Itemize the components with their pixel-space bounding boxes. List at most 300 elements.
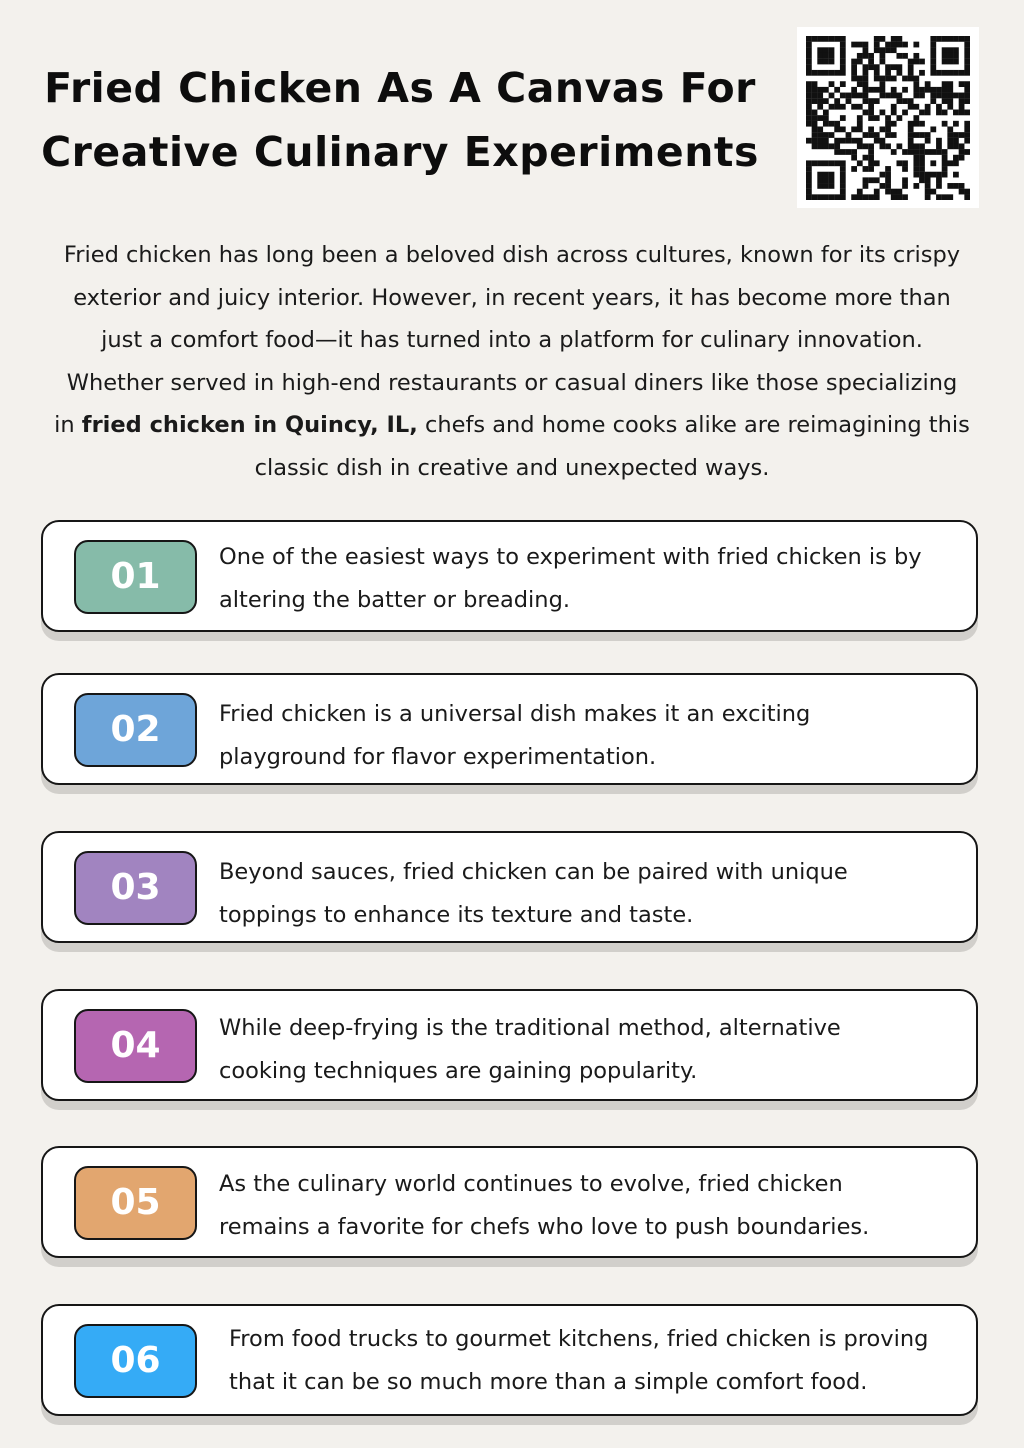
qr-module xyxy=(868,104,874,110)
qr-module xyxy=(885,143,891,149)
qr-module xyxy=(817,177,823,183)
qr-module xyxy=(806,110,812,116)
qr-module xyxy=(880,81,886,87)
qr-module xyxy=(851,76,857,82)
qr-module xyxy=(919,121,925,127)
qr-module xyxy=(891,64,897,70)
qr-module xyxy=(880,87,886,93)
qr-module xyxy=(851,64,857,70)
qr-module xyxy=(880,143,886,149)
qr-module xyxy=(913,42,919,48)
qr-module xyxy=(891,87,897,93)
qr-module xyxy=(896,115,902,121)
qr-module xyxy=(834,104,840,110)
qr-module xyxy=(834,194,840,200)
qr-module xyxy=(942,166,948,172)
qr-module xyxy=(964,36,970,42)
qr-module xyxy=(851,42,857,48)
tip-text xyxy=(219,1163,979,1248)
qr-module xyxy=(817,70,823,76)
qr-module xyxy=(874,194,880,200)
qr-module xyxy=(930,126,936,132)
qr-module xyxy=(913,104,919,110)
qr-module xyxy=(925,132,931,138)
qr-module xyxy=(840,42,846,48)
qr-module xyxy=(896,42,902,48)
qr-module xyxy=(936,70,942,76)
qr-module xyxy=(806,70,812,76)
qr-module xyxy=(953,121,959,127)
qr-module xyxy=(947,87,953,93)
qr-module xyxy=(857,104,863,110)
qr-module xyxy=(812,160,818,166)
qr-module xyxy=(953,110,959,116)
qr-module xyxy=(817,93,823,99)
intro-paragraph xyxy=(20,234,1004,490)
qr-module xyxy=(857,126,863,132)
qr-module xyxy=(964,121,970,127)
qr-module xyxy=(823,121,829,127)
qr-module xyxy=(959,149,965,155)
qr-module xyxy=(840,126,846,132)
qr-module xyxy=(919,93,925,99)
qr-module xyxy=(913,121,919,127)
qr-module xyxy=(806,87,812,93)
qr-module xyxy=(964,98,970,104)
qr-module xyxy=(863,70,869,76)
qr-module xyxy=(880,126,886,132)
qr-module xyxy=(953,143,959,149)
qr-module xyxy=(919,87,925,93)
qr-module xyxy=(936,177,942,183)
qr-module xyxy=(829,47,835,53)
tip-text xyxy=(219,693,979,778)
qr-module xyxy=(857,194,863,200)
qr-module xyxy=(806,172,812,178)
qr-module xyxy=(919,59,925,65)
qr-module xyxy=(840,183,846,189)
qr-module xyxy=(851,104,857,110)
qr-module xyxy=(942,81,948,87)
qr-module xyxy=(817,87,823,93)
qr-module xyxy=(959,189,965,195)
qr-module xyxy=(863,110,869,116)
qr-module xyxy=(851,155,857,161)
qr-module xyxy=(874,76,880,82)
qr-module xyxy=(874,87,880,93)
qr-module xyxy=(817,194,823,200)
qr-module xyxy=(902,177,908,183)
qr-module xyxy=(868,64,874,70)
qr-module xyxy=(908,132,914,138)
qr-module xyxy=(806,189,812,195)
qr-module xyxy=(823,194,829,200)
qr-module xyxy=(942,53,948,59)
tip-number-badge: 03 xyxy=(74,851,197,925)
qr-module xyxy=(829,194,835,200)
qr-code-icon xyxy=(806,36,970,200)
qr-module xyxy=(829,81,835,87)
qr-module xyxy=(885,47,891,53)
qr-module xyxy=(930,149,936,155)
qr-module xyxy=(846,132,852,138)
qr-module xyxy=(840,53,846,59)
qr-module xyxy=(834,98,840,104)
qr-module xyxy=(885,177,891,183)
qr-module xyxy=(936,194,942,200)
qr-module xyxy=(942,110,948,116)
qr-module xyxy=(925,189,931,195)
qr-module xyxy=(812,143,818,149)
qr-code[interactable] xyxy=(797,27,979,208)
qr-module xyxy=(964,126,970,132)
qr-module xyxy=(953,70,959,76)
qr-module xyxy=(812,138,818,144)
qr-module xyxy=(812,194,818,200)
qr-module xyxy=(812,132,818,138)
qr-module xyxy=(891,76,897,82)
qr-module xyxy=(891,189,897,195)
tip-text-line: From food trucks to gourmet kitchens, fried chicken is proving xyxy=(229,1326,929,1352)
qr-module xyxy=(959,36,965,42)
qr-module xyxy=(947,59,953,65)
qr-module xyxy=(925,149,931,155)
tip-text-line: toppings to enhance its texture and taste. xyxy=(219,901,694,928)
qr-module xyxy=(930,42,936,48)
qr-module xyxy=(885,183,891,189)
qr-module xyxy=(913,143,919,149)
intro-text: in xyxy=(54,412,82,439)
tip-text-line: Fried chicken is a universal dish makes it an exciting xyxy=(219,701,811,727)
qr-module xyxy=(942,70,948,76)
qr-module xyxy=(913,166,919,172)
qr-module xyxy=(925,183,931,189)
qr-module xyxy=(868,149,874,155)
qr-module xyxy=(880,172,886,178)
qr-module xyxy=(863,155,869,161)
qr-module xyxy=(885,42,891,48)
qr-module xyxy=(857,42,863,48)
qr-module xyxy=(880,53,886,59)
qr-module xyxy=(913,155,919,161)
tip-text-line: While deep-frying is the traditional method, alternative xyxy=(219,1015,841,1041)
qr-module xyxy=(874,36,880,42)
qr-module xyxy=(959,81,965,87)
qr-module xyxy=(947,132,953,138)
qr-module xyxy=(953,172,959,178)
qr-module xyxy=(846,93,852,99)
qr-module xyxy=(812,81,818,87)
qr-module xyxy=(857,160,863,166)
qr-module xyxy=(947,93,953,99)
qr-module xyxy=(902,42,908,48)
qr-module xyxy=(913,132,919,138)
qr-module xyxy=(823,53,829,59)
qr-module xyxy=(806,53,812,59)
qr-module xyxy=(840,70,846,76)
qr-module xyxy=(823,132,829,138)
qr-module xyxy=(936,110,942,116)
qr-module xyxy=(902,87,908,93)
qr-module xyxy=(896,143,902,149)
qr-module xyxy=(896,64,902,70)
intro-line: classic dish in creative and unexpected ways. xyxy=(254,454,770,481)
tip-text-line: As the culinary world continues to evolve, fried chicken xyxy=(219,1171,843,1197)
qr-module xyxy=(868,177,874,183)
qr-module xyxy=(947,183,953,189)
qr-module xyxy=(902,160,908,166)
qr-module xyxy=(806,64,812,70)
qr-module xyxy=(840,115,846,121)
qr-module xyxy=(863,53,869,59)
qr-module xyxy=(829,70,835,76)
qr-module xyxy=(829,36,835,42)
qr-module xyxy=(812,121,818,127)
qr-module xyxy=(806,104,812,110)
intro-text: chefs and home cooks alike are reimagining this xyxy=(417,412,970,439)
qr-module xyxy=(863,64,869,70)
qr-module xyxy=(806,121,812,127)
tip-text xyxy=(219,536,979,621)
qr-module xyxy=(919,143,925,149)
qr-module xyxy=(863,132,869,138)
qr-module xyxy=(964,149,970,155)
qr-module xyxy=(930,160,936,166)
tip-text-line: altering the batter or breading. xyxy=(219,586,571,613)
qr-module xyxy=(930,36,936,42)
tip-number-badge: 06 xyxy=(74,1324,197,1398)
qr-module xyxy=(863,87,869,93)
qr-module xyxy=(959,70,965,76)
qr-module xyxy=(868,166,874,172)
qr-module xyxy=(896,53,902,59)
qr-module xyxy=(885,132,891,138)
qr-module xyxy=(880,36,886,42)
qr-module xyxy=(964,47,970,53)
qr-module xyxy=(964,42,970,48)
qr-module xyxy=(806,98,812,104)
qr-module xyxy=(913,53,919,59)
qr-module xyxy=(885,166,891,172)
qr-module xyxy=(863,194,869,200)
qr-module xyxy=(840,149,846,155)
qr-module xyxy=(908,104,914,110)
qr-module xyxy=(868,126,874,132)
qr-module xyxy=(896,160,902,166)
tip-number-badge: 05 xyxy=(74,1166,197,1240)
qr-module xyxy=(857,189,863,195)
qr-module xyxy=(959,93,965,99)
qr-module xyxy=(829,183,835,189)
qr-module xyxy=(942,87,948,93)
qr-module xyxy=(857,81,863,87)
qr-module xyxy=(846,98,852,104)
qr-module xyxy=(863,76,869,82)
tip-text xyxy=(229,1318,989,1403)
tip-text-line: One of the easiest ways to experiment with fried chicken is by xyxy=(219,544,922,570)
qr-module xyxy=(823,70,829,76)
qr-module xyxy=(834,149,840,155)
qr-module xyxy=(908,98,914,104)
qr-module xyxy=(834,121,840,127)
qr-module xyxy=(896,98,902,104)
qr-module xyxy=(947,194,953,200)
qr-module xyxy=(823,87,829,93)
qr-module xyxy=(891,104,897,110)
qr-module xyxy=(919,172,925,178)
qr-module xyxy=(863,47,869,53)
qr-module xyxy=(812,93,818,99)
qr-module xyxy=(857,53,863,59)
qr-module xyxy=(959,104,965,110)
qr-module xyxy=(823,98,829,104)
qr-module xyxy=(964,138,970,144)
qr-module xyxy=(947,70,953,76)
qr-module xyxy=(925,110,931,116)
tip-card-2 xyxy=(41,673,978,785)
qr-module xyxy=(840,160,846,166)
tip-text-line: remains a favorite for chefs who love to push boundaries. xyxy=(219,1213,870,1240)
qr-module xyxy=(829,177,835,183)
qr-module xyxy=(812,98,818,104)
qr-module xyxy=(964,64,970,70)
qr-module xyxy=(925,138,931,144)
qr-module xyxy=(936,172,942,178)
qr-module xyxy=(806,42,812,48)
qr-module xyxy=(874,47,880,53)
qr-module xyxy=(834,126,840,132)
qr-module xyxy=(851,59,857,65)
qr-module xyxy=(834,87,840,93)
qr-module xyxy=(851,87,857,93)
page-title-line-2: Creative Culinary Experiments xyxy=(41,128,759,176)
qr-module xyxy=(868,59,874,65)
tip-text-line: cooking techniques are gaining popularity. xyxy=(219,1057,698,1084)
qr-module xyxy=(930,98,936,104)
qr-module xyxy=(930,172,936,178)
qr-module xyxy=(942,93,948,99)
qr-module xyxy=(834,138,840,144)
qr-module xyxy=(829,172,835,178)
qr-module xyxy=(806,59,812,65)
qr-module xyxy=(817,104,823,110)
qr-module xyxy=(823,138,829,144)
qr-module xyxy=(902,183,908,189)
qr-module xyxy=(817,172,823,178)
qr-module xyxy=(840,93,846,99)
qr-module xyxy=(953,53,959,59)
qr-module xyxy=(857,93,863,99)
qr-module xyxy=(829,104,835,110)
qr-module xyxy=(964,189,970,195)
qr-module xyxy=(947,81,953,87)
qr-module xyxy=(936,183,942,189)
tip-text xyxy=(219,1007,979,1092)
qr-module xyxy=(896,189,902,195)
qr-module xyxy=(959,183,965,189)
qr-module xyxy=(874,115,880,121)
qr-module xyxy=(863,166,869,172)
qr-module xyxy=(919,160,925,166)
qr-module xyxy=(896,194,902,200)
qr-module xyxy=(913,160,919,166)
qr-module xyxy=(874,132,880,138)
qr-module xyxy=(817,132,823,138)
tip-card-4 xyxy=(41,989,978,1101)
qr-module xyxy=(829,121,835,127)
qr-module xyxy=(891,36,897,42)
qr-module xyxy=(919,110,925,116)
qr-module xyxy=(885,126,891,132)
qr-module xyxy=(851,166,857,172)
qr-module xyxy=(834,70,840,76)
qr-module xyxy=(817,138,823,144)
qr-module xyxy=(823,36,829,42)
qr-module xyxy=(880,138,886,144)
qr-module xyxy=(891,42,897,48)
qr-module xyxy=(840,36,846,42)
qr-module xyxy=(857,115,863,121)
qr-module xyxy=(908,126,914,132)
qr-module xyxy=(817,36,823,42)
qr-module xyxy=(947,160,953,166)
intro-bold-keyword: fried chicken in Quincy, IL, xyxy=(81,412,418,439)
qr-module xyxy=(902,149,908,155)
qr-module xyxy=(868,160,874,166)
qr-module xyxy=(874,138,880,144)
qr-module xyxy=(812,110,818,116)
qr-module xyxy=(964,59,970,65)
qr-module xyxy=(930,70,936,76)
qr-module xyxy=(885,93,891,99)
qr-module xyxy=(896,70,902,76)
qr-module xyxy=(936,87,942,93)
qr-module xyxy=(913,93,919,99)
qr-module xyxy=(913,87,919,93)
qr-module xyxy=(829,143,835,149)
qr-module xyxy=(868,110,874,116)
qr-module xyxy=(851,93,857,99)
qr-module xyxy=(959,98,965,104)
qr-module xyxy=(908,149,914,155)
tip-number-badge: 01 xyxy=(74,540,197,614)
page-title-line-1: Fried Chicken As A Canvas For xyxy=(44,64,756,112)
qr-module xyxy=(880,59,886,65)
qr-module xyxy=(964,87,970,93)
qr-module xyxy=(863,177,869,183)
qr-module xyxy=(896,36,902,42)
qr-module xyxy=(942,59,948,65)
qr-module xyxy=(902,166,908,172)
qr-module xyxy=(857,76,863,82)
qr-module xyxy=(896,93,902,99)
qr-module xyxy=(874,70,880,76)
qr-module xyxy=(840,177,846,183)
qr-module xyxy=(913,59,919,65)
qr-module xyxy=(964,70,970,76)
qr-module xyxy=(851,194,857,200)
qr-module xyxy=(947,36,953,42)
qr-module xyxy=(913,149,919,155)
qr-module xyxy=(919,177,925,183)
qr-module xyxy=(919,132,925,138)
qr-module xyxy=(959,110,965,116)
qr-module xyxy=(942,47,948,53)
qr-module xyxy=(806,177,812,183)
qr-module xyxy=(953,132,959,138)
qr-module xyxy=(891,110,897,116)
qr-module xyxy=(829,160,835,166)
